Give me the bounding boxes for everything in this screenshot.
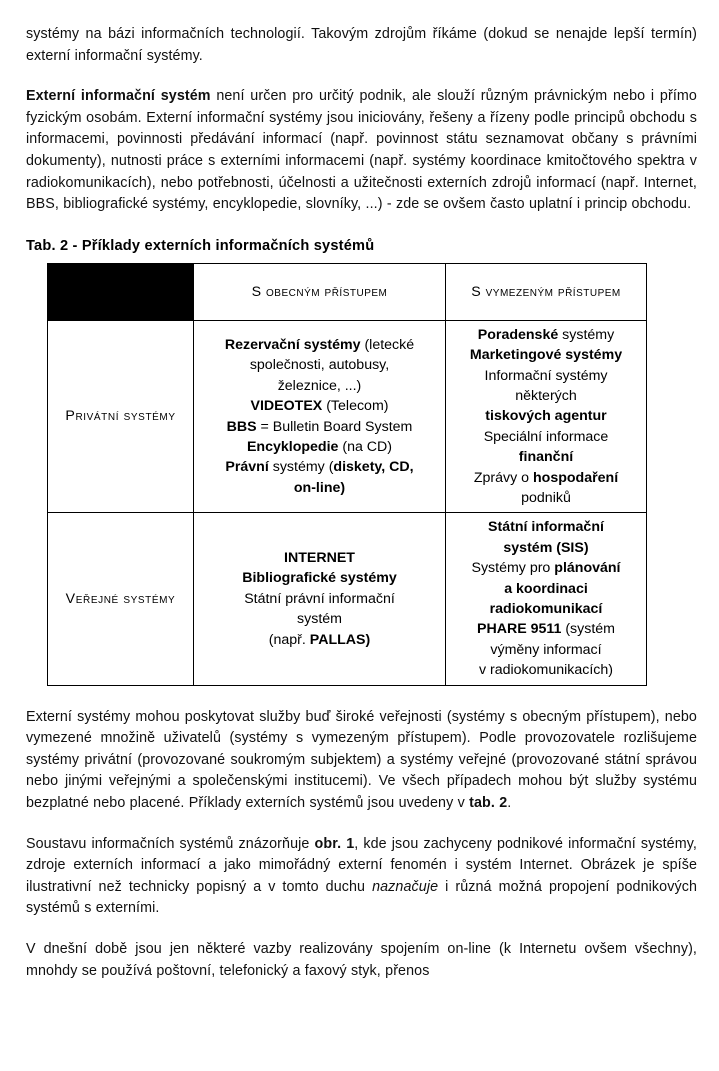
cell-privatni-obecny — [194, 320, 446, 513]
cell-line: VIDEOTEX (Telecom) — [250, 398, 389, 415]
cell-line: podniků — [521, 490, 571, 506]
cell-line: a koordinaci — [504, 580, 588, 597]
cell-line: společnosti, autobusy, — [249, 357, 390, 374]
cell-verejne-vymezeny — [446, 513, 647, 685]
cell-line: Zprávy o hospodaření — [473, 469, 619, 486]
table-body — [48, 320, 647, 685]
column-header-vymezeny-pristup: S vymezeným přístupem — [446, 263, 647, 320]
paragraph-figure-reference: Soustavu informačních systémů znázorňuje obr. 1, kde jsou zachyceny podnikové informační systémy, zdroje externích informací a jako mimořádný externí fenomén i systém Internet. Obrázek je spíše ilustrativní než technicky popisný a v tomto duchu naznačuje i různá možná propojení podnikových systémů s externími. — [26, 835, 698, 917]
table-corner-cell — [48, 263, 194, 320]
table-row-privatni-systemy — [48, 320, 647, 513]
cell-line: výměny informací — [490, 641, 602, 658]
cell-line: Speciální informace — [483, 428, 609, 445]
cell-line: systém (SIS) — [503, 539, 589, 556]
table-header — [48, 263, 647, 320]
cell-line: on-line) — [293, 479, 346, 496]
cell-line: Marketingové systémy — [469, 347, 623, 364]
intro-paragraphs — [26, 24, 697, 216]
row-header-privatni-systemy: Privátní systémy — [48, 320, 194, 513]
cell-line: v radiokomunikacích) — [478, 662, 614, 679]
cell-line: finanční — [518, 449, 574, 466]
cell-line: železnice, ...) — [277, 377, 362, 394]
cell-line: Poradenské systémy — [477, 326, 615, 343]
cell-line: BBS = Bulletin Board System — [226, 418, 413, 435]
cell-line: PHARE 9511 (systém — [477, 621, 615, 638]
table-row-verejne-systemy — [48, 513, 647, 685]
cell-line: (např. PALLAS) — [268, 631, 371, 648]
paragraph-external-is-definition: Externí informační systém není určen pro určitý podnik, ale slouží různým právnickým nebo i přímo fyzickým osobám. Externí informační systémy jsou iniciovány, řešeny a řízeny podle principů obchodu s informacemi, povinnosti předávání informací (např. povinnost státu seznamovat občany s právními dokumenty), nutnosti práce s externími informacemi (např. systémy koordinace kmitočtového spektra v radiokomunikacích), nebo potřebnosti, účelnosti a užitečnosti externích zdrojů informací (např. Internet, BBS, bibliografické systémy, encyklopedie, slovníky, ...) - zde se ovšem často uplatní i princip obchodu. — [26, 88, 697, 213]
paragraph-online-links: V dnešní době jsou jen některé vazby realizovány spojením on-line (k Internetu ovšem všechny), mnohdy se používá poštovní, telefonický a faxový styk, přenos — [26, 941, 697, 979]
cell-line: tiskových agentur — [485, 408, 607, 425]
cell-line: Právní systémy (diskety, CD, — [225, 459, 414, 476]
row-header-verejne-systemy: Veřejné systémy — [48, 513, 194, 685]
cell-line: INTERNET — [284, 550, 355, 567]
paragraph-continuation: systémy na bázi informačních technologií. Takovým zdrojům říkáme (dokud se nenajde lepší termín) externí informační systémy. — [26, 26, 697, 64]
cell-line: radiokomunikací — [489, 601, 603, 618]
external-information-systems-table — [47, 263, 647, 686]
cell-line: Rezervační systémy (letecké — [224, 336, 415, 353]
cell-line: Státní právní informační — [244, 590, 395, 607]
cell-line: systém — [297, 611, 342, 628]
cell-line: Bibliografické systémy — [242, 570, 397, 587]
cell-line: Encyklopedie (na CD) — [246, 438, 393, 455]
table-caption: Tab. 2 - Příklady externích informačních systémů — [26, 237, 375, 254]
closing-paragraphs — [26, 707, 697, 983]
cell-line: Systémy pro plánování — [471, 560, 621, 577]
cell-line: některých — [515, 387, 577, 404]
column-header-obecny-pristup: S obecným přístupem — [194, 263, 446, 320]
cell-line: Informační systémy — [484, 367, 608, 384]
table-container — [26, 263, 697, 686]
cell-verejne-obecny — [194, 513, 446, 685]
paragraph-services-public-private: Externí systémy mohou poskytovat služby buď široké veřejnosti (systémy s obecným přístupem), nebo vymezené množině uživatelů (systémy s vymezeným přístupem). Podle provozovatele rozlišujeme systémy privátní (provozované soukromým subjektem) a systémy veřejné (provozované státní správou nebo jinými veřejnými a společenskými institucemi). Ve všech případech mohou být služby systému bezplatné nebo placené. Příklady externích systémů jsou uvedeny v tab. 2. — [26, 708, 697, 812]
cell-privatni-vymezeny — [446, 320, 647, 513]
cell-line: Státní informační — [488, 519, 604, 536]
table-header-row — [48, 263, 647, 320]
